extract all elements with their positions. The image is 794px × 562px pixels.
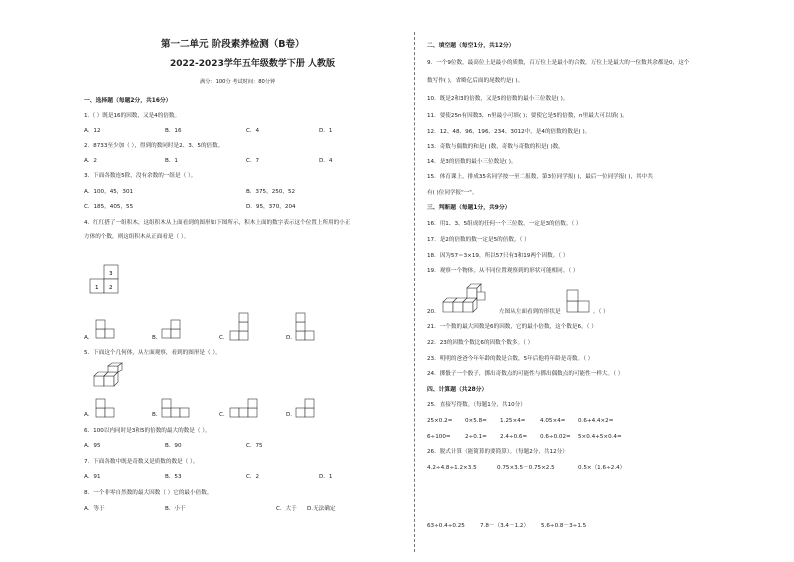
question-1: 1.（ ）既是16的因数，又是4的倍数。 xyxy=(84,113,181,119)
question-3: 3．下面各数连5除，没有余数的一组是（ ）。 xyxy=(84,173,197,179)
q3-option-c: C．185，405，55 xyxy=(84,204,134,210)
question-7: 7．下面各数中既是奇数又是质数的数是（ ）。 xyxy=(84,459,199,465)
question-22: 22．23的因数个数比6的因数个数多。（ ） xyxy=(427,340,534,346)
question-20: 左图从左面看到的形状是 xyxy=(499,309,561,315)
calc-3-1: 4.2÷4.8÷1.2×3.5 xyxy=(427,465,477,471)
q1-option-b: B．16 xyxy=(165,128,182,134)
calc-2-4: 0.6÷0.02= xyxy=(540,434,571,440)
q6-option-b: B．90 xyxy=(165,443,182,449)
q1-option-c: C．4 xyxy=(246,128,260,134)
q2-option-c: C．7 xyxy=(246,158,260,164)
section-calculation: 四、计算题（共28分） xyxy=(427,387,488,393)
q5-option-d: D． xyxy=(286,412,296,418)
question-6: 6．100以内同时是3和5的倍数的最大的数是（ ）。 xyxy=(84,428,211,434)
question-20-number: 20． xyxy=(427,309,440,315)
q5-option-a: A． xyxy=(84,412,94,418)
q4-option-b: B． xyxy=(152,335,162,341)
question-25: 25．直接写得数。（每题1分，共10分） xyxy=(427,402,526,408)
question-5: 5．下面这个几何体，从左面观察，看到的图形是（ ）。 xyxy=(84,350,221,356)
question-17: 17．是2的倍数的数一定是5的倍数。（ ） xyxy=(427,237,530,243)
question-9-line1: 9．一个9位数，最高位上是最小的质数，百万位上是最小的合数，万位上是最大的一位数其余都是0，这个 xyxy=(427,60,690,66)
question-2: 2．8733至少加（ ），得到的数同时是2、3、5的倍数。 xyxy=(84,143,224,149)
q3-option-a: A．100，45，301 xyxy=(84,189,134,195)
q8-option-a: A．等于 xyxy=(84,506,105,512)
calc-1-2: 0×5.8= xyxy=(465,418,487,424)
question-20-tail: 。（ ） xyxy=(593,309,609,315)
exam-title: 第一二单元 阶段素养检测（B卷） xyxy=(161,39,305,50)
q7-option-a: A．91 xyxy=(84,474,101,480)
q4-option-c-figure xyxy=(228,309,258,343)
q7-option-d: D．1 xyxy=(319,474,333,480)
q3-option-d: D．95，370，204 xyxy=(246,204,296,210)
exam-subtitle: 2022-2023学年五年级数学下册 人教版 xyxy=(170,59,335,69)
question-8: 8．一个非零自然数的最大因数（ ）它的最小倍数。 xyxy=(84,490,213,496)
q5-option-b: B． xyxy=(152,412,162,418)
calc-2-1: 6÷100= xyxy=(427,434,451,440)
question-26: 26．脱式计算（能简算的要简算）。（每题2分，共12分） xyxy=(427,449,568,455)
q5-option-a-figure xyxy=(94,396,124,420)
q3-option-b: B．375，250，52 xyxy=(246,189,296,195)
q6-option-c: C．75 xyxy=(246,443,263,449)
q20-solid-figure xyxy=(441,278,491,318)
question-18: 18．因为57＝3×19，所以57只有3和19两个因数。（ ） xyxy=(427,253,569,259)
calc-4-3: 5.6÷0.8－3÷1.5 xyxy=(541,523,587,529)
q8-option-b: B．小于 xyxy=(165,506,186,512)
calc-4-2: 7.8－（3.4－1.2） xyxy=(480,523,530,529)
q2-option-a: A．2 xyxy=(84,158,97,164)
calc-2-3: 2.4÷0.6= xyxy=(500,434,528,440)
calc-3-3: 0.5×（1.6÷2.4） xyxy=(578,465,626,471)
question-13: 13．奇数与偶数的和是( )数，奇数与奇数的积是( )数。 xyxy=(427,144,564,150)
calc-2-5: 5×0.4+5×0.4= xyxy=(578,434,622,440)
question-4-line1: 4．红红搭了一组积木，这组积木从上面看到的图形如下图所示，积木上面的数字表示这个位置上所用的小正 xyxy=(84,220,351,226)
q8-option-c: C．大于 xyxy=(276,506,297,512)
section-choice: 一、选择题（每题2分，共16分） xyxy=(84,98,172,104)
q4-option-b-figure xyxy=(160,315,190,343)
q7-option-b: B．53 xyxy=(165,474,182,480)
question-16: 16．用1、3、5组成的任何一个三位数，一定是3的倍数。（ ） xyxy=(427,221,582,227)
question-15-line1: 15．体育课上，排成35名同学按一至二报数，第3位同学报( )，最后一位同学报( )，其中共 xyxy=(427,174,653,180)
q4-option-a-figure xyxy=(94,315,124,343)
question-24: 24．掷骰子一个骰子，掷出奇数点的可能性与掷出偶数点的可能性一样大。（ ） xyxy=(427,371,624,377)
q5-option-c-figure xyxy=(228,396,266,420)
question-21: 21．一个数的最大因数是6的因数，它的最小倍数，这个数是6。（ ） xyxy=(427,324,597,330)
q4-option-a: A． xyxy=(84,335,94,341)
question-14: 14．是3的倍数的最小三位数是( )。 xyxy=(427,159,517,165)
q7-option-c: C．2 xyxy=(246,474,260,480)
calc-2-2: 2÷0.1= xyxy=(465,434,487,440)
question-15-line2: 有( )位同学报"一"。 xyxy=(427,190,478,196)
q4-option-d: D． xyxy=(286,335,296,341)
calc-1-3: 1.25×4= xyxy=(500,418,526,424)
question-9-line2: 数写作( )，省略亿后面的尾数约是( )。 xyxy=(427,78,524,84)
q4-option-d-figure xyxy=(294,309,324,343)
section-true-false: 三、判断题（每题1分，共9分） xyxy=(427,205,511,211)
calc-1-5: 0.6+4.4×2= xyxy=(578,418,614,424)
calc-1-1: 25×0.2= xyxy=(427,418,453,424)
section-fill-blank: 二、填空题（每空1分，共12分） xyxy=(427,43,515,49)
question-10: 10．既是2和3的倍数，又是5的倍数的最小三位数是( )。 xyxy=(427,96,569,102)
q8-option-d: D.无法确定 xyxy=(307,506,336,512)
calc-3-2: 0.75×3.5－0.75×2.5 xyxy=(497,465,555,471)
question-19: 19．观察一个物体，从不同位置观察到的形状可能相同。（ ） xyxy=(427,268,579,274)
calc-1-4: 4.05×4= xyxy=(540,418,566,424)
q6-option-a: A．95 xyxy=(84,443,101,449)
column-divider xyxy=(414,32,415,552)
q4-option-c: C． xyxy=(219,335,229,341)
question-11: 11．要使25n有因数3，n里最小可填( )；要使它是5的倍数，n里最大可以填( )。 xyxy=(427,113,628,119)
q5-option-d-figure xyxy=(294,396,332,420)
q5-option-c: C． xyxy=(219,412,229,418)
q20-answer-figure xyxy=(565,288,595,316)
exam-meta: 满分：100分 考试时间：80分钟 xyxy=(200,79,276,85)
question-23: 23．明明的爸爸今年年龄的数是合数，5年后他将年龄是奇数。（ ） xyxy=(427,356,594,362)
question-4-line2: 方体的个数，则这组积木从正面看是（ ）。 xyxy=(84,234,190,240)
q2-option-b: B．1 xyxy=(165,158,178,164)
question-12: 12．12、48、96、196、234、3012中，是4的倍数的数是( )。 xyxy=(427,129,591,135)
q5-solid-figure xyxy=(90,362,126,392)
q1-option-d: D．1 xyxy=(319,128,333,134)
q1-option-a: A．12 xyxy=(84,128,101,134)
q4-grid-value-left: 1 xyxy=(95,285,99,291)
calc-4-1: 63÷0.4÷0.25 xyxy=(427,523,465,529)
q4-grid-value-right: 2 xyxy=(109,285,113,291)
q4-grid-value-top: 3 xyxy=(109,271,113,277)
q2-option-d: D．4 xyxy=(319,158,333,164)
q4-top-view-figure xyxy=(84,263,124,299)
q5-option-b-figure xyxy=(160,396,198,420)
